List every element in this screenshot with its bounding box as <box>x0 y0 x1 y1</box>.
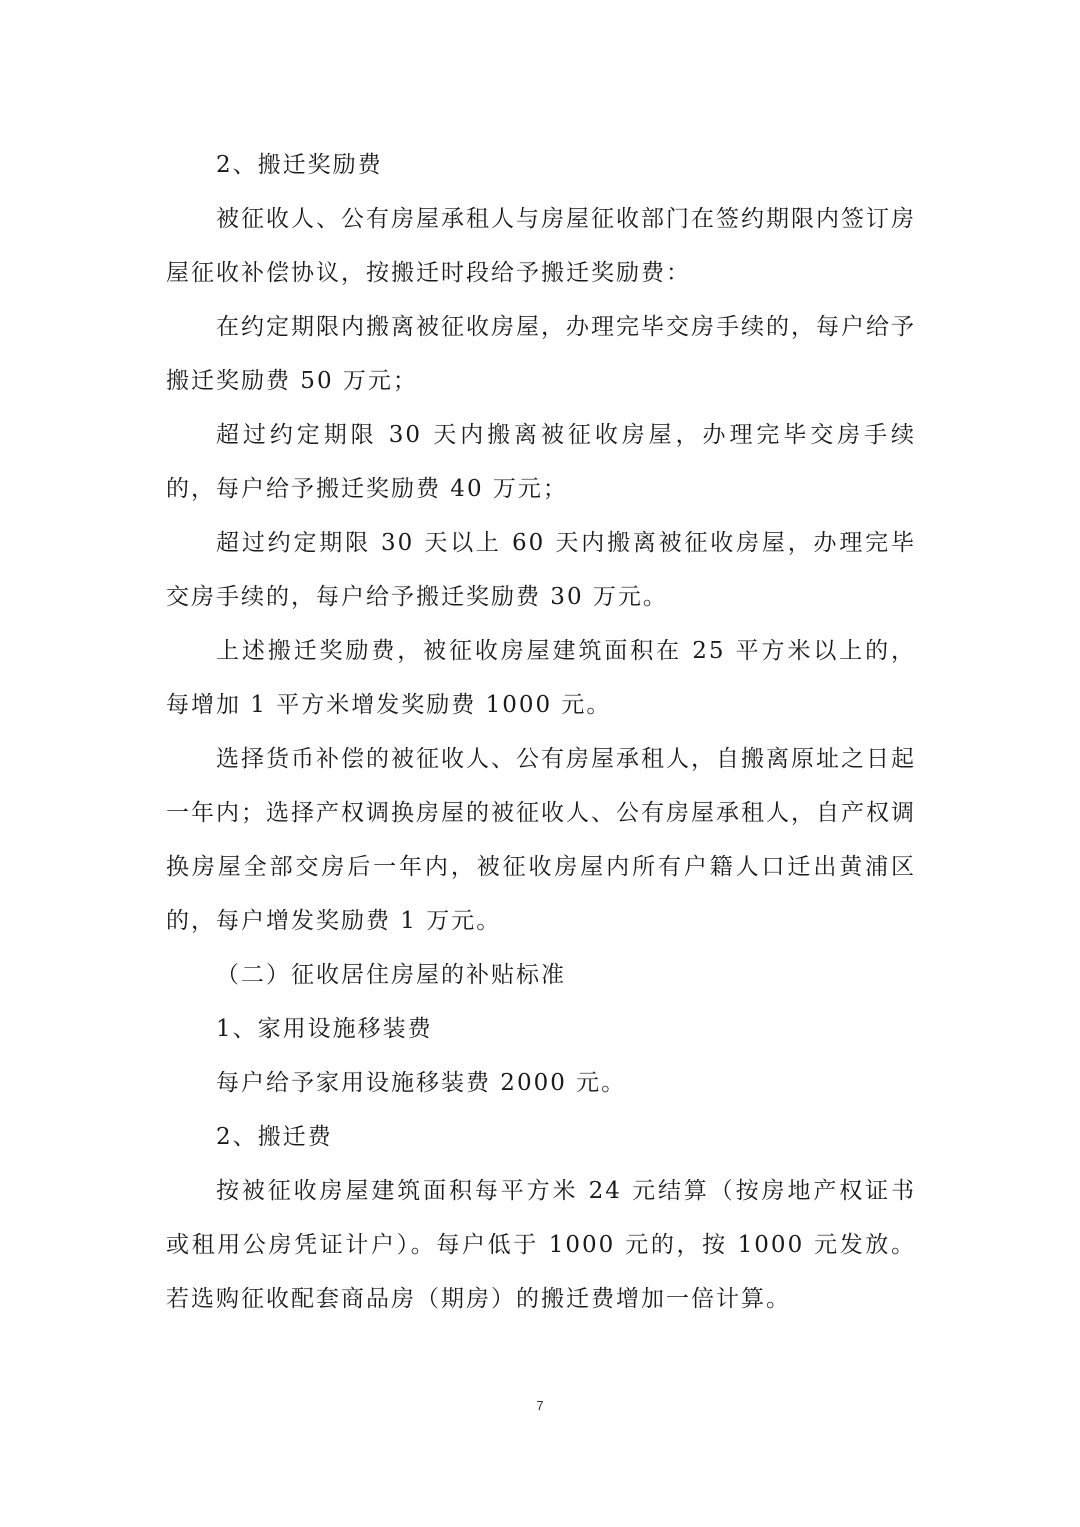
section-heading-appliance-relocation: 1、家用设施移装费 <box>216 1016 433 1042</box>
section-heading-relocation-reward: 2、搬迁奖励费 <box>216 152 383 178</box>
paragraph-moving-fee: 按被征收房屋建筑面积每平方米 24 元结算（按房地产权证书或租用公房凭证计户）。每户低于 1000 元的，按 1000 元发放。若选购征收配套商品房（期房）的搬迁费增加一倍计算。 <box>166 1178 916 1312</box>
paragraph-reward-area-bonus: 上述搬迁奖励费，被征收房屋建筑面积在 25 平方米以上的，每增加 1 平方米增发奖励费 1000 元。 <box>166 638 916 718</box>
document-body <box>166 138 916 1326</box>
section-heading-moving-fee: 2、搬迁费 <box>216 1124 333 1150</box>
paragraph-reward-30-days: 超过约定期限 30 天内搬离被征收房屋，办理完毕交房手续的，每户给予搬迁奖励费 40 万元； <box>166 422 916 502</box>
paragraph-reward-household-migration: 选择货币补偿的被征收人、公有房屋承租人，自搬离原址之日起一年内；选择产权调换房屋的被征收人、公有房屋承租人，自产权调换房屋全部交房后一年内，被征收房屋内所有户籍人口迁出黄浦区的，每户增发奖励费 1 万元。 <box>166 746 916 934</box>
paragraph-appliance-relocation-fee: 每户给予家用设施移装费 2000 元。 <box>216 1070 627 1096</box>
page-number: 7 <box>536 1398 544 1413</box>
paragraph-reward-on-time: 在约定期限内搬离被征收房屋，办理完毕交房手续的，每户给予搬迁奖励费 50 万元； <box>166 314 916 394</box>
section-heading-subsidy-standards: （二）征收居住房屋的补贴标准 <box>216 962 566 988</box>
paragraph-reward-intro: 被征收人、公有房屋承租人与房屋征收部门在签约期限内签订房屋征收补偿协议，按搬迁时段给予搬迁奖励费： <box>166 206 916 286</box>
paragraph-reward-60-days: 超过约定期限 30 天以上 60 天内搬离被征收房屋，办理完毕交房手续的，每户给予搬迁奖励费 30 万元。 <box>166 530 916 610</box>
